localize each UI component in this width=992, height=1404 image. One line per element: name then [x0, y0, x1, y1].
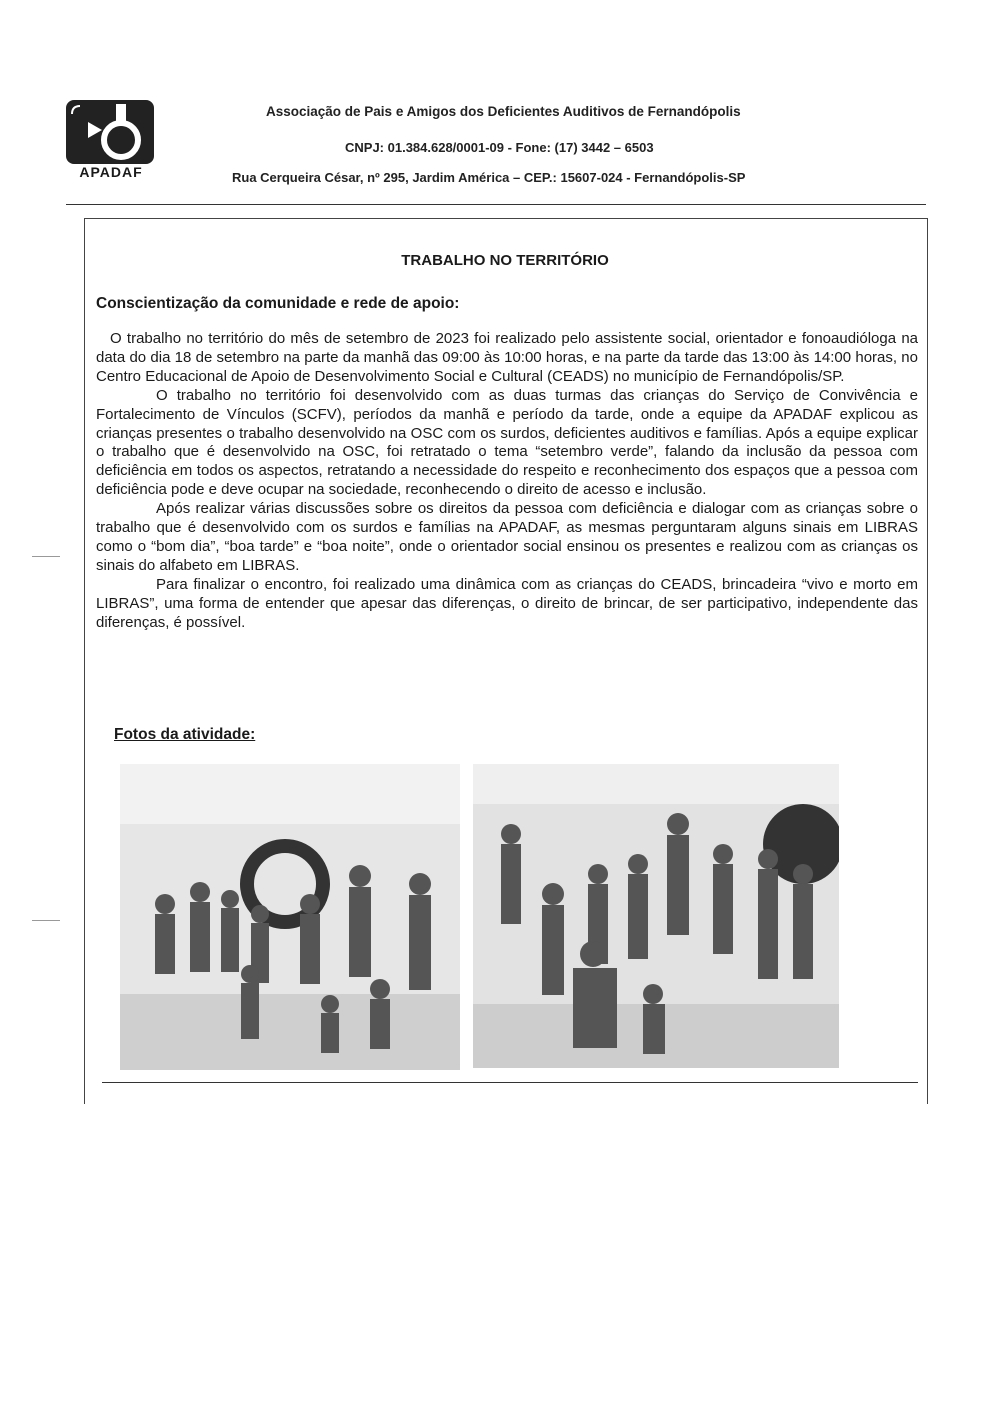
footer-divider: [102, 1082, 918, 1083]
paragraph: Para finalizar o encontro, foi realizado uma dinâmica com as crianças do CEADS, brincadeira “vivo e morto em LIBRAS”, uma forma de entender que apesar das diferenças, o direito de brincar, de ser participativo, independente das diferenças, é possível.: [96, 575, 918, 631]
address-line: Rua Cerqueira César, nº 295, Jardim América – CEP.: 15607-024 - Fernandópolis-SP: [232, 170, 746, 185]
logo-text: APADAF: [79, 164, 143, 180]
scan-mark: [32, 920, 60, 921]
paragraph: O trabalho no território do mês de setembro de 2023 foi realizado pelo assistente social, orientador e fonoaudióloga na data do dia 18 de setembro na parte da manhã das 09:00 às 10:00 horas, e na parte da tarde das 13:00 às 14:00 horas, no Centro Educacional de Apoio de Desenvolvimento Social e Cultural (CEADS) no município de Fernandópolis/SP.: [96, 330, 918, 385]
section-subtitle: Conscientização da comunidade e rede de apoio:: [96, 295, 460, 312]
scan-mark: [32, 556, 60, 557]
document-title: TRABALHO NO TERRITÓRIO: [401, 252, 609, 269]
document-body: [96, 330, 918, 633]
header-divider: [66, 204, 926, 205]
group-photo-image: [473, 764, 839, 1068]
apadaf-logo: [66, 100, 156, 180]
logo-emblem: [66, 100, 154, 164]
ear-emblem-icon: [66, 100, 154, 164]
org-name: Associação de Pais e Amigos dos Deficientes Auditivos de Fernandópolis: [266, 104, 741, 119]
paragraph: O trabalho no território foi desenvolvido com as duas turmas das crianças do Serviço de Convivência e Fortalecimento de Vínculos (SCFV), períodos da manhã e período da tarde, onde a equipe da APADAF explicou as crianças presentes o trabalho desenvolvido na OSC com os surdos, deficientes auditivos e famílias. Após a equipe explicar o trabalho que é desenvolvido na OSC, foi retratado o tema “setembro verde”, falando da inclusão da pessoa com deficiência em todos os aspectos, retratando a necessidade do respeito e reconhecimento dos espaços que a pessoa com deficiência pode e deve ocupar na sociedade, reconhecendo o direito de acesso e inclusão.: [96, 386, 918, 499]
photos-label: Fotos da atividade:: [114, 726, 256, 743]
activity-photo: [473, 764, 839, 1068]
paragraph: Após realizar várias discussões sobre os direitos da pessoa com deficiência e dialogar com as crianças sobre o trabalho que é desenvolvido com os surdos e famílias na APADAF, as mesmas perguntaram alguns sinais em LIBRAS como o “bom dia”, “boa tarde” e “boa noite”, onde o orientador social ensinou os presentes e realizou com as crianças os sinais do alfabeto em LIBRAS.: [96, 500, 918, 574]
activity-photo: [120, 764, 460, 1070]
cnpj-line: CNPJ: 01.384.628/0001-09 - Fone: (17) 3442 – 6503: [345, 140, 654, 155]
group-photo-image: [120, 764, 460, 1070]
